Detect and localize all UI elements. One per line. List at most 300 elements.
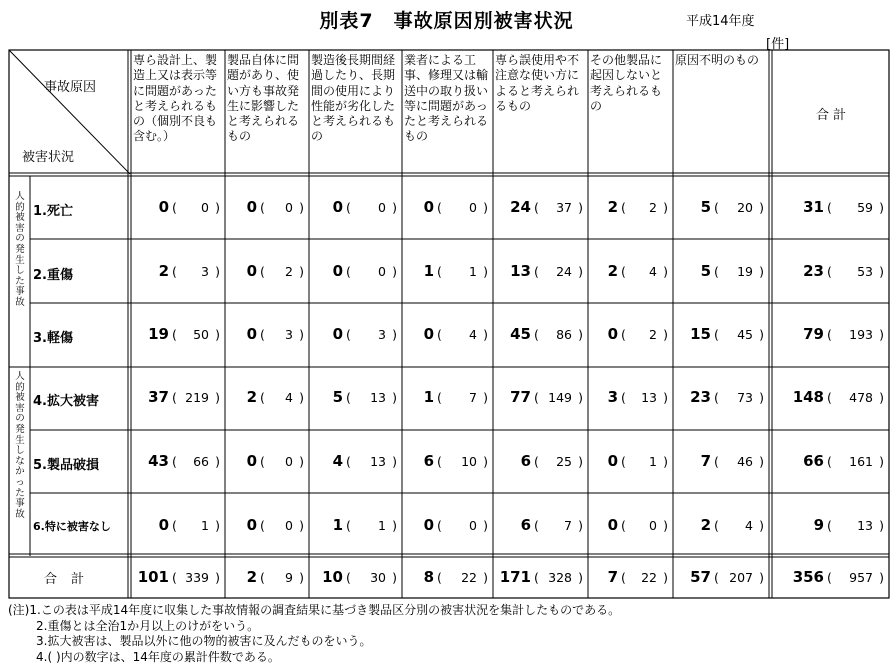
value-cell — [772, 388, 889, 408]
close-paren: ) — [879, 454, 884, 469]
cumulative-value: 22 — [461, 570, 477, 585]
open-paren: ( — [534, 327, 539, 342]
footnote-3: 3.拡大被害は、製品以外に他の物的被害に及んだものをいう。 — [36, 634, 372, 648]
count-value: 0 — [246, 325, 257, 343]
group-label-human-damage: 人的被害の発生した事故 — [15, 191, 25, 308]
open-paren: ( — [260, 390, 265, 405]
close-paren: ) — [299, 327, 304, 342]
close-paren: ) — [483, 454, 488, 469]
count-value: 8 — [423, 568, 434, 586]
value-cell — [309, 198, 402, 218]
open-paren: ( — [172, 264, 177, 279]
cumulative-value: 4 — [649, 264, 657, 279]
count-value: 3 — [607, 388, 618, 406]
open-paren: ( — [621, 454, 626, 469]
column-header-unknown: 原因不明のもの — [675, 53, 760, 67]
count-value: 2 — [607, 262, 618, 280]
total-cell — [131, 568, 225, 588]
close-paren: ) — [759, 570, 764, 585]
count-value: 4 — [332, 452, 343, 470]
close-paren: ) — [299, 200, 304, 215]
open-paren: ( — [437, 390, 442, 405]
value-cell — [131, 516, 225, 536]
cumulative-value: 2 — [285, 264, 293, 279]
close-paren: ) — [879, 390, 884, 405]
close-paren: ) — [578, 264, 583, 279]
close-paren: ) — [663, 327, 668, 342]
count-value: 0 — [423, 516, 434, 534]
cumulative-value: 45 — [737, 327, 753, 342]
count-value: 7 — [700, 452, 711, 470]
count-value: 1 — [423, 262, 434, 280]
total-cell — [673, 568, 769, 588]
count-value: 24 — [510, 198, 531, 216]
open-paren: ( — [534, 454, 539, 469]
cumulative-value: 22 — [641, 570, 657, 585]
count-value: 45 — [510, 325, 531, 343]
value-cell — [131, 388, 225, 408]
open-paren: ( — [621, 200, 626, 215]
open-paren: ( — [534, 518, 539, 533]
open-paren: ( — [346, 390, 351, 405]
close-paren: ) — [663, 454, 668, 469]
row-label-extended-damage: 4.拡大被害 — [33, 394, 99, 409]
value-cell — [225, 452, 309, 472]
footnote-1: (注)1.この表は平成14年度に収集した事故情報の調査結果に基づき製品区分別の被害状況を集計したものである。 — [8, 603, 621, 617]
open-paren: ( — [714, 454, 719, 469]
value-cell — [493, 452, 588, 472]
close-paren: ) — [759, 327, 764, 342]
value-cell — [772, 198, 889, 218]
count-value: 2 — [700, 516, 711, 534]
open-paren: ( — [621, 264, 626, 279]
row-label-death: 1.死亡 — [33, 204, 73, 219]
close-paren: ) — [483, 327, 488, 342]
column-header-total: 合計 — [815, 108, 850, 123]
cumulative-value: 37 — [556, 200, 572, 215]
cumulative-value: 13 — [857, 518, 873, 533]
value-cell — [402, 452, 493, 472]
open-paren: ( — [827, 264, 832, 279]
cumulative-value: 0 — [285, 200, 293, 215]
count-value: 0 — [607, 452, 618, 470]
cumulative-value: 24 — [556, 264, 572, 279]
table-title: 別表7 事故原因別被害状況 — [319, 10, 574, 32]
cumulative-value: 3 — [378, 327, 386, 342]
value-cell — [493, 262, 588, 282]
value-cell — [772, 452, 889, 472]
value-cell — [588, 452, 673, 472]
open-paren: ( — [714, 570, 719, 585]
cumulative-value: 2 — [649, 327, 657, 342]
value-cell — [772, 262, 889, 282]
count-value: 2 — [158, 262, 169, 280]
open-paren: ( — [714, 518, 719, 533]
value-cell — [309, 452, 402, 472]
count-value: 13 — [510, 262, 531, 280]
value-cell — [402, 388, 493, 408]
open-paren: ( — [172, 454, 177, 469]
open-paren: ( — [346, 518, 351, 533]
value-cell — [673, 325, 769, 345]
cumulative-value: 0 — [469, 518, 477, 533]
close-paren: ) — [299, 454, 304, 469]
close-paren: ) — [392, 264, 397, 279]
open-paren: ( — [172, 390, 177, 405]
cumulative-value: 328 — [548, 570, 572, 585]
cumulative-value: 957 — [849, 570, 873, 585]
value-cell — [673, 452, 769, 472]
close-paren: ) — [578, 327, 583, 342]
value-cell — [402, 198, 493, 218]
count-value: 79 — [803, 325, 824, 343]
count-value: 43 — [148, 452, 169, 470]
value-cell — [309, 516, 402, 536]
cumulative-value: 7 — [469, 390, 477, 405]
cumulative-value: 339 — [185, 570, 209, 585]
close-paren: ) — [879, 200, 884, 215]
count-value: 7 — [607, 568, 618, 586]
count-value: 0 — [246, 516, 257, 534]
cumulative-value: 4 — [469, 327, 477, 342]
row-label-total: 合計 — [44, 572, 99, 587]
open-paren: ( — [714, 390, 719, 405]
close-paren: ) — [215, 200, 220, 215]
count-value: 5 — [332, 388, 343, 406]
row-label-serious-injury: 2.重傷 — [33, 268, 73, 283]
cumulative-value: 13 — [370, 390, 386, 405]
count-value: 0 — [607, 325, 618, 343]
fiscal-year: 平成14年度 — [686, 14, 755, 29]
cumulative-value: 19 — [737, 264, 753, 279]
total-cell — [402, 568, 493, 588]
cumulative-value: 30 — [370, 570, 386, 585]
open-paren: ( — [827, 200, 832, 215]
count-value: 1 — [423, 388, 434, 406]
close-paren: ) — [879, 518, 884, 533]
count-value: 171 — [499, 568, 531, 586]
value-cell — [772, 325, 889, 345]
value-cell — [225, 262, 309, 282]
value-cell — [588, 388, 673, 408]
value-cell — [309, 388, 402, 408]
cumulative-value: 46 — [737, 454, 753, 469]
value-cell — [673, 262, 769, 282]
close-paren: ) — [578, 200, 583, 215]
value-cell — [493, 388, 588, 408]
value-cell — [493, 325, 588, 345]
value-cell — [588, 516, 673, 536]
count-value: 0 — [246, 262, 257, 280]
cumulative-value: 53 — [857, 264, 873, 279]
close-paren: ) — [392, 327, 397, 342]
value-cell — [673, 516, 769, 536]
cumulative-value: 13 — [370, 454, 386, 469]
count-value: 101 — [137, 568, 169, 586]
open-paren: ( — [827, 570, 832, 585]
cumulative-value: 25 — [556, 454, 572, 469]
open-paren: ( — [437, 327, 442, 342]
column-header-aging: 製造後長期間経過したり、長期間の使用により性能が劣化したと考えられるもの — [311, 53, 396, 144]
count-value: 2 — [246, 568, 257, 586]
close-paren: ) — [299, 390, 304, 405]
close-paren: ) — [215, 390, 220, 405]
value-cell — [225, 198, 309, 218]
cumulative-value: 50 — [193, 327, 209, 342]
open-paren: ( — [827, 390, 832, 405]
open-paren: ( — [534, 570, 539, 585]
count-value: 77 — [510, 388, 531, 406]
count-value: 0 — [246, 452, 257, 470]
open-paren: ( — [172, 570, 177, 585]
open-paren: ( — [714, 200, 719, 215]
count-value: 0 — [246, 198, 257, 216]
count-value: 2 — [607, 198, 618, 216]
open-paren: ( — [621, 390, 626, 405]
cumulative-value: 193 — [849, 327, 873, 342]
open-paren: ( — [621, 570, 626, 585]
count-value: 0 — [158, 198, 169, 216]
column-header-design-defect: 専ら設計上、製造上又は表示等に問題があったと考えられるもの（個別不良も含む。） — [133, 53, 218, 144]
open-paren: ( — [172, 518, 177, 533]
cumulative-value: 10 — [461, 454, 477, 469]
column-header-other: その他製品に起因しないと考えられるもの — [590, 53, 663, 113]
cumulative-value: 1 — [469, 264, 477, 279]
open-paren: ( — [437, 570, 442, 585]
cumulative-value: 3 — [285, 327, 293, 342]
open-paren: ( — [437, 200, 442, 215]
count-value: 5 — [700, 198, 711, 216]
value-cell — [131, 325, 225, 345]
footnote-4: 4.( )内の数字は、14年度の累計件数である。 — [36, 649, 280, 664]
cumulative-value: 3 — [201, 264, 209, 279]
cumulative-value: 0 — [378, 200, 386, 215]
close-paren: ) — [663, 518, 668, 533]
count-value: 356 — [792, 568, 824, 586]
open-paren: ( — [260, 264, 265, 279]
value-cell — [225, 388, 309, 408]
open-paren: ( — [260, 327, 265, 342]
close-paren: ) — [392, 390, 397, 405]
open-paren: ( — [714, 327, 719, 342]
count-value: 0 — [332, 325, 343, 343]
open-paren: ( — [172, 200, 177, 215]
corner-damage-label: 被害状況 — [22, 150, 75, 165]
value-cell — [493, 198, 588, 218]
close-paren: ) — [759, 390, 764, 405]
count-value: 1 — [332, 516, 343, 534]
cumulative-value: 0 — [649, 518, 657, 533]
count-value: 6 — [520, 452, 531, 470]
cumulative-value: 13 — [641, 390, 657, 405]
close-paren: ) — [578, 454, 583, 469]
count-value: 31 — [803, 198, 824, 216]
close-paren: ) — [578, 390, 583, 405]
cumulative-value: 1 — [378, 518, 386, 533]
open-paren: ( — [346, 454, 351, 469]
value-cell — [131, 262, 225, 282]
count-value: 5 — [700, 262, 711, 280]
open-paren: ( — [260, 518, 265, 533]
close-paren: ) — [663, 264, 668, 279]
open-paren: ( — [346, 327, 351, 342]
total-cell — [493, 568, 588, 588]
value-cell — [402, 325, 493, 345]
count-value: 66 — [803, 452, 824, 470]
close-paren: ) — [215, 518, 220, 533]
cumulative-value: 2 — [649, 200, 657, 215]
close-paren: ) — [578, 518, 583, 533]
close-paren: ) — [483, 518, 488, 533]
open-paren: ( — [714, 264, 719, 279]
cumulative-value: 0 — [378, 264, 386, 279]
cumulative-value: 66 — [193, 454, 209, 469]
close-paren: ) — [215, 570, 220, 585]
value-cell — [588, 198, 673, 218]
cumulative-value: 219 — [185, 390, 209, 405]
total-cell — [772, 568, 889, 588]
cumulative-value: 149 — [548, 390, 572, 405]
value-cell — [402, 262, 493, 282]
open-paren: ( — [621, 327, 626, 342]
open-paren: ( — [260, 200, 265, 215]
count-value: 6 — [520, 516, 531, 534]
count-value: 23 — [690, 388, 711, 406]
close-paren: ) — [299, 518, 304, 533]
open-paren: ( — [534, 390, 539, 405]
cumulative-value: 1 — [649, 454, 657, 469]
value-cell — [673, 198, 769, 218]
total-cell — [588, 568, 673, 588]
close-paren: ) — [215, 454, 220, 469]
close-paren: ) — [392, 570, 397, 585]
open-paren: ( — [172, 327, 177, 342]
cumulative-value: 0 — [469, 200, 477, 215]
close-paren: ) — [879, 327, 884, 342]
open-paren: ( — [437, 264, 442, 279]
cumulative-value: 0 — [285, 454, 293, 469]
value-cell — [225, 516, 309, 536]
open-paren: ( — [534, 200, 539, 215]
count-value: 0 — [332, 262, 343, 280]
close-paren: ) — [392, 454, 397, 469]
footnotes — [8, 603, 620, 665]
count-value: 0 — [423, 198, 434, 216]
value-cell — [309, 262, 402, 282]
cumulative-value: 59 — [857, 200, 873, 215]
close-paren: ) — [299, 264, 304, 279]
total-cell — [309, 568, 402, 588]
cumulative-value: 0 — [201, 200, 209, 215]
count-value: 57 — [690, 568, 711, 586]
cumulative-value: 4 — [285, 390, 293, 405]
open-paren: ( — [260, 570, 265, 585]
cumulative-value: 478 — [849, 390, 873, 405]
open-paren: ( — [260, 454, 265, 469]
value-cell — [131, 198, 225, 218]
count-value: 6 — [423, 452, 434, 470]
close-paren: ) — [392, 518, 397, 533]
total-cell — [225, 568, 309, 588]
value-cell — [588, 325, 673, 345]
count-value: 148 — [792, 388, 824, 406]
group-label-no-human-damage: 人的被害の発生しなかった事故 — [15, 371, 25, 520]
column-header-contractor: 業者による工事、修理又は輸送中の取り扱い等に問題があったと考えられるもの — [404, 53, 489, 144]
open-paren: ( — [346, 200, 351, 215]
cumulative-value: 0 — [285, 518, 293, 533]
close-paren: ) — [483, 200, 488, 215]
count-value: 0 — [607, 516, 618, 534]
row-label-no-damage: 6.特に被害なし — [33, 520, 111, 533]
value-cell — [402, 516, 493, 536]
close-paren: ) — [483, 390, 488, 405]
open-paren: ( — [437, 454, 442, 469]
value-cell — [131, 452, 225, 472]
column-header-product-and-usage: 製品自体に問題があり、使い方も事故発生に影響したと考えられるもの — [227, 53, 300, 144]
cumulative-value: 73 — [737, 390, 753, 405]
cumulative-value: 7 — [564, 518, 572, 533]
close-paren: ) — [392, 200, 397, 215]
count-value: 19 — [148, 325, 169, 343]
value-cell — [772, 516, 889, 536]
open-paren: ( — [621, 518, 626, 533]
cumulative-value: 4 — [745, 518, 753, 533]
cumulative-value: 9 — [285, 570, 293, 585]
unit-label: [件] — [766, 37, 790, 52]
cumulative-value: 207 — [729, 570, 753, 585]
count-value: 0 — [423, 325, 434, 343]
open-paren: ( — [827, 454, 832, 469]
cumulative-value: 20 — [737, 200, 753, 215]
close-paren: ) — [879, 264, 884, 279]
count-value: 9 — [813, 516, 824, 534]
close-paren: ) — [578, 570, 583, 585]
close-paren: ) — [663, 200, 668, 215]
count-value: 0 — [332, 198, 343, 216]
count-value: 23 — [803, 262, 824, 280]
footnote-2: 2.重傷とは全治1か月以上のけがをいう。 — [36, 618, 260, 633]
close-paren: ) — [663, 390, 668, 405]
open-paren: ( — [827, 327, 832, 342]
cumulative-value: 86 — [556, 327, 572, 342]
count-value: 15 — [690, 325, 711, 343]
close-paren: ) — [879, 570, 884, 585]
open-paren: ( — [346, 264, 351, 279]
close-paren: ) — [663, 570, 668, 585]
cumulative-value: 1 — [201, 518, 209, 533]
open-paren: ( — [346, 570, 351, 585]
open-paren: ( — [437, 518, 442, 533]
value-cell — [225, 325, 309, 345]
value-cell — [673, 388, 769, 408]
close-paren: ) — [759, 264, 764, 279]
close-paren: ) — [759, 518, 764, 533]
cumulative-value: 161 — [849, 454, 873, 469]
value-cell — [493, 516, 588, 536]
count-value: 37 — [148, 388, 169, 406]
row-label-product-damage: 5.製品破損 — [33, 458, 99, 473]
value-cell — [309, 325, 402, 345]
close-paren: ) — [483, 570, 488, 585]
count-value: 2 — [246, 388, 257, 406]
close-paren: ) — [759, 454, 764, 469]
value-cell — [588, 262, 673, 282]
row-label-minor-injury: 3.軽傷 — [33, 331, 73, 346]
close-paren: ) — [299, 570, 304, 585]
close-paren: ) — [215, 327, 220, 342]
open-paren: ( — [534, 264, 539, 279]
count-value: 10 — [322, 568, 343, 586]
